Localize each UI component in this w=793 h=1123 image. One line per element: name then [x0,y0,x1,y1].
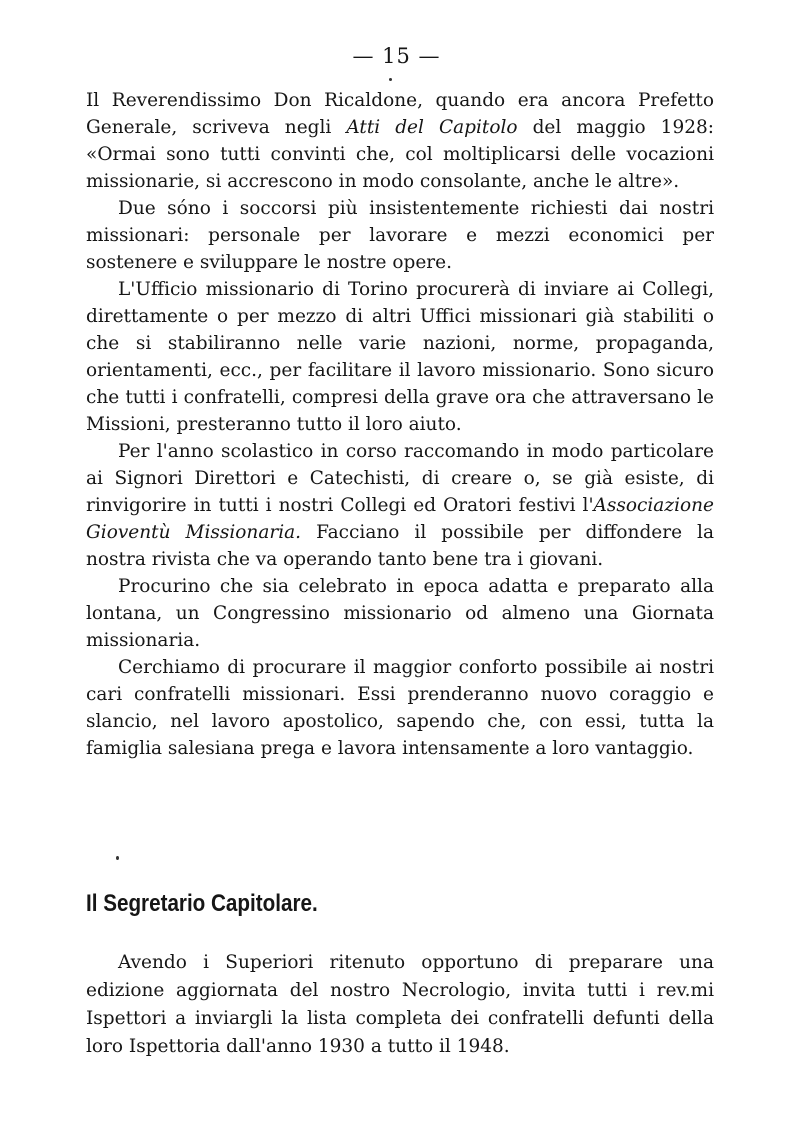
paragraph-conforto: Cerchiamo di procurare il maggior conforto possibile ai nostri cari confratelli missionari. Essi prenderanno nuovo coraggio e slancio, nel lavoro apostolico, sapendo che, con essi, tutta la famiglia salesiana prega e lavora intensamente a loro vantaggio. [86,657,714,759]
section-text [86,949,714,1061]
paragraph-anno-scolastico [86,438,714,573]
page-number: — 15 — [352,44,441,68]
print-speck [116,856,119,860]
paragraph-necrologio: Avendo i Superiori ritenuto opportuno di preparare una edizione aggiornata del nostro Necrologio, invita tutti i rev.mi Ispettori a inviargli la lista completa dei confratelli defunti della loro Ispettoria dall'anno 1930 a tutto il 1948. [86,952,714,1057]
section-heading: Il Segretario Capitolare. [86,890,318,917]
print-speck [389,78,392,81]
paragraph-text: Facciano il possibile per diffondere la nostra rivista che va operando tanto bene tra i giovani. [86,522,714,570]
paragraph-text: Per l'anno scolastico in corso raccomando in modo particolare ai Signori Direttori e Catechisti, di creare o, se già esiste, di rinvigorire in tutti i nostri Collegi ed Oratori festivi l' [86,441,714,516]
paragraph-text: del maggio 1928: «Ormai sono tutti convinti che, col moltiplicarsi delle vocazioni missionarie, si accrescono in modo consolante, anche le altre». [86,117,714,192]
main-text [86,87,714,762]
paragraph-ricaldone-quote [86,87,714,195]
paragraph-congressino: Procurino che sia celebrato in epoca adatta e preparato alla lontana, un Congressino missionario od almeno una Giornata missionaria. [86,576,714,651]
italic-title-atti: Atti del Capitolo [346,117,518,138]
paragraph-soccorsi: Due sóno i soccorsi più insistentemente richiesti dai nostri missionari: personale per lavorare e mezzi economici per sostenere e sviluppare le nostre opere. [86,198,714,273]
italic-association-name: Associazione Gioventù Missionaria. [86,495,714,543]
paragraph-text: Il Reverendissimo Don Ricaldone, quando era ancora Prefetto Generale, scriveva negli [86,90,714,138]
paragraph-ufficio-missionario: L'Ufficio missionario di Torino procurerà di inviare ai Collegi, direttamente o per mezzo di altri Uffici missionari già stabiliti o che si stabiliranno nelle varie nazioni, norme, propaganda, orientamenti, ecc., per facilitare il lavoro missionario. Sono sicuro che tutti i confratelli, compresi della grave ora che attraversano le Missioni, presteranno tutto il loro aiuto. [86,279,714,435]
